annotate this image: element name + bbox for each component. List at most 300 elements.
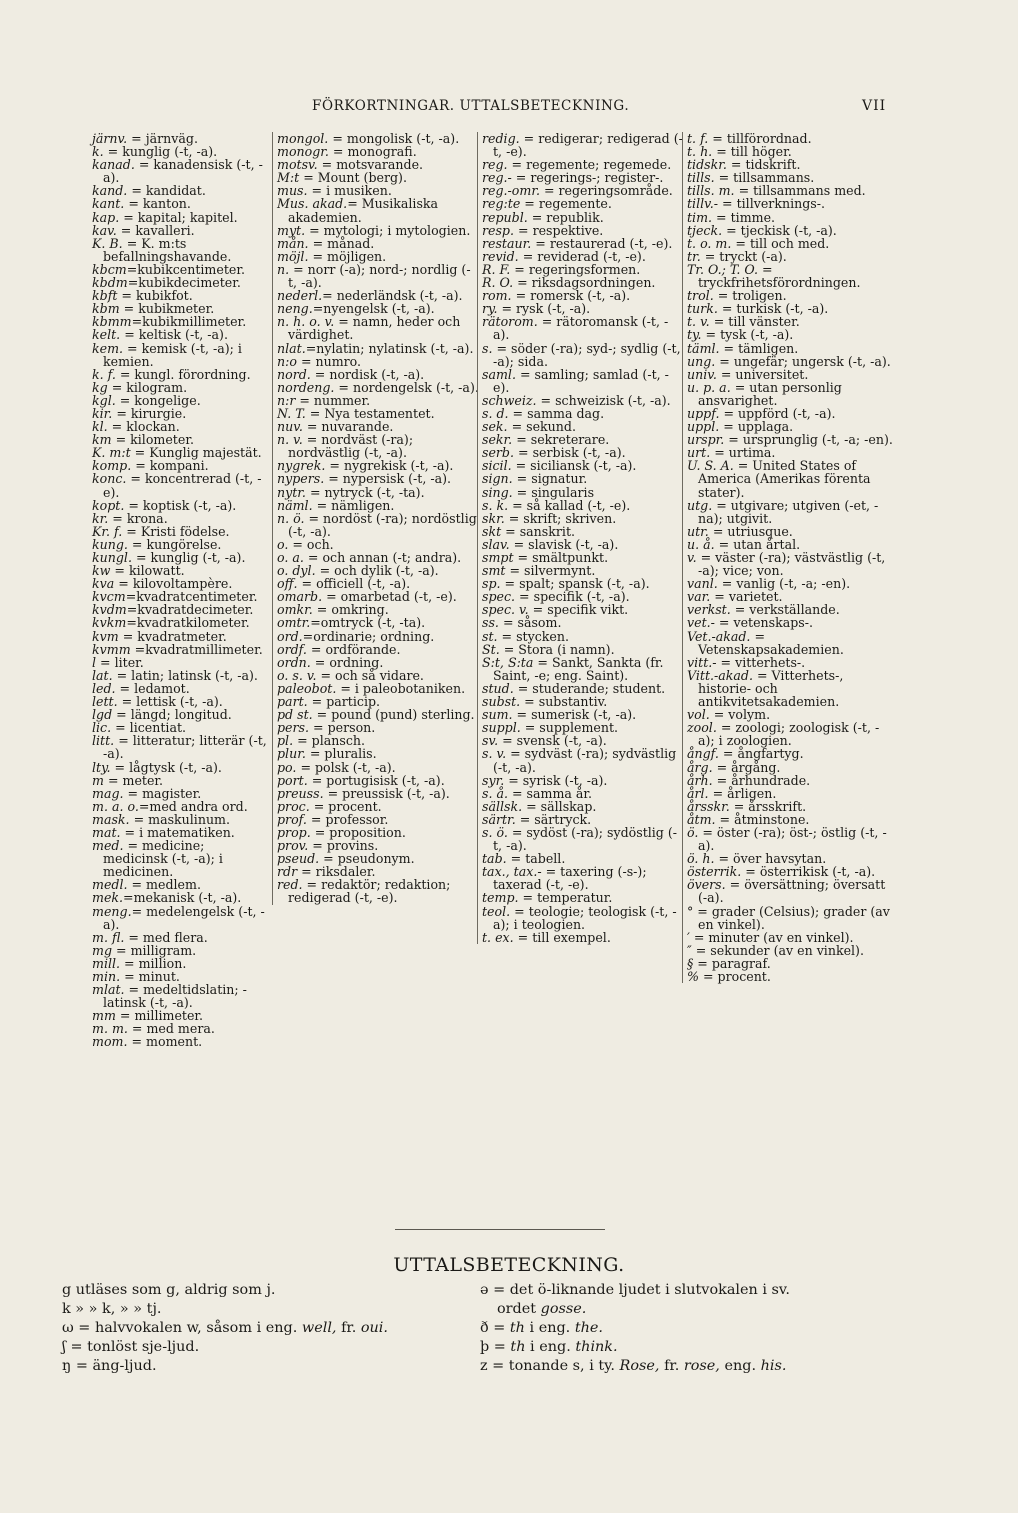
abbreviation-entry bbox=[92, 1035, 270, 1048]
abbreviation-term: pseud. bbox=[277, 851, 320, 867]
abbreviation-term: restaur. bbox=[482, 235, 532, 251]
abbreviation-term: vet.- bbox=[687, 615, 715, 631]
abbreviation-definition: =mekanisk (-t, -a). bbox=[123, 890, 242, 906]
abbreviation-term: sicil. bbox=[482, 458, 512, 474]
abbreviation-term: mongol. bbox=[277, 131, 329, 146]
abbreviation-definition: = tillförordnad. bbox=[708, 131, 812, 146]
abbreviation-definition: = samma år. bbox=[507, 785, 593, 801]
pronunciation-line bbox=[62, 1338, 472, 1357]
pronunciation-line bbox=[62, 1357, 472, 1376]
abbreviation-definition: = kilogram. bbox=[107, 379, 188, 395]
abbreviation-definition: = siciliansk (-t, -a). bbox=[511, 458, 637, 474]
abbreviation-entry bbox=[482, 342, 684, 368]
abbreviation-term: m. a. o. bbox=[92, 798, 139, 814]
abbreviation-term: stud. bbox=[482, 680, 514, 696]
abbreviation-term: kvmm bbox=[92, 641, 131, 657]
abbreviation-definition: = Mount (berg). bbox=[299, 170, 407, 186]
abbreviation-definition: = kavalleri. bbox=[116, 222, 195, 238]
abbreviation-term: ordf. bbox=[277, 641, 307, 657]
pronunciation-text: the. bbox=[574, 1320, 603, 1336]
abbreviation-term: n:r bbox=[277, 392, 296, 408]
abbreviation-definition: = tillsammans. bbox=[714, 170, 815, 186]
abbreviation-definition: = över havsytan. bbox=[714, 851, 827, 867]
abbreviation-term: nordeng. bbox=[277, 379, 335, 395]
abbreviation-definition: = kirurgie. bbox=[112, 405, 187, 421]
abbreviation-term: paleobot. bbox=[277, 680, 337, 696]
abbreviation-term: kem. bbox=[92, 340, 124, 356]
abbreviation-definition: = samling; samlad (-t, -e). bbox=[493, 366, 669, 395]
abbreviation-entry bbox=[687, 970, 893, 983]
abbreviation-term: sekr. bbox=[482, 432, 513, 448]
abbreviation-term: nygrek. bbox=[277, 458, 326, 474]
abbreviation-term: mom. bbox=[92, 1034, 128, 1050]
abbreviation-term: revid. bbox=[482, 248, 519, 264]
abbreviation-definition: = i musiken. bbox=[307, 183, 392, 199]
abbreviation-term: u. å. bbox=[687, 536, 715, 552]
abbreviation-term: U. S. A. bbox=[687, 458, 734, 474]
abbreviation-term: mån. bbox=[277, 235, 309, 251]
abbreviation-term: skt bbox=[482, 523, 502, 539]
abbreviation-definition: = redigerar; redigerad (-t, -e). bbox=[493, 131, 683, 160]
abbreviation-term: kg bbox=[92, 379, 108, 395]
pronunciation-text: i eng. bbox=[525, 1339, 576, 1355]
abbreviation-definition: = nordöst (-ra); nordöstlig (-t, -a). bbox=[288, 510, 477, 539]
abbreviation-term: kgl. bbox=[92, 392, 116, 408]
pronunciation-line bbox=[480, 1319, 900, 1338]
abbreviation-definition: = Vitterhets-, historie- och antikvitetsakademien. bbox=[698, 667, 844, 710]
abbreviation-term: km bbox=[92, 432, 112, 448]
abbreviation-definition: = månad. bbox=[308, 235, 375, 251]
abbreviation-term: lgd bbox=[92, 707, 113, 723]
abbreviation-definition: = serbisk (-t, -a). bbox=[514, 445, 626, 461]
abbreviation-term: vanl. bbox=[687, 576, 718, 592]
abbreviation-entry bbox=[482, 905, 684, 931]
abbreviation-term: ångf. bbox=[687, 746, 719, 762]
abbreviation-definition: = kilometer. bbox=[111, 432, 194, 448]
abbreviation-definition: = kapital; kapitel. bbox=[119, 209, 238, 225]
abbreviation-definition: = kunglig (-t, -a). bbox=[103, 144, 218, 160]
abbreviation-entry bbox=[687, 905, 893, 931]
abbreviation-definition: = million. bbox=[120, 955, 187, 971]
abbreviation-definition: = pluralis. bbox=[305, 746, 377, 762]
abbreviation-entry bbox=[482, 747, 684, 773]
abbreviation-term: reg:te bbox=[482, 196, 521, 212]
abbreviation-definition: = tjeckisk (-t, -a). bbox=[722, 222, 837, 238]
abbreviation-term: verkst. bbox=[687, 602, 731, 618]
abbreviation-term: n. v. bbox=[277, 432, 303, 448]
abbreviation-term: litt. bbox=[92, 733, 115, 749]
abbreviation-term: s. å. bbox=[482, 785, 508, 801]
abbreviation-term: syr. bbox=[482, 772, 505, 788]
abbreviation-definition: = krona. bbox=[108, 510, 168, 526]
abbreviation-term: s. k. bbox=[482, 497, 509, 513]
abbreviation-definition: = kungörelse. bbox=[127, 536, 222, 552]
abbreviation-term: var. bbox=[687, 589, 711, 605]
abbreviation-definition: = specifik (-t, -a). bbox=[515, 589, 630, 605]
abbreviation-term: medl. bbox=[92, 877, 128, 893]
abbreviation-term: pers. bbox=[277, 720, 310, 736]
abbreviation-definition: = nypersisk (-t, -a). bbox=[324, 471, 452, 487]
abbreviation-definition: = temperatur. bbox=[518, 890, 613, 906]
pronunciation-text: ω = halvvokalen w, såsom i eng. bbox=[62, 1320, 302, 1336]
abbreviation-term: min. bbox=[92, 969, 121, 984]
abbreviation-definition: = Vetenskapsakademien. bbox=[698, 628, 844, 657]
abbreviation-definition: = vetenskaps-. bbox=[714, 615, 814, 631]
abbreviation-definition: = officiell (-t, -a). bbox=[297, 576, 411, 592]
abbreviation-term: t. ex. bbox=[482, 929, 514, 945]
abbreviation-definition: = åtminstone. bbox=[715, 811, 810, 827]
abbreviation-term: myt. bbox=[277, 222, 306, 238]
abbreviation-term: lty. bbox=[92, 759, 111, 775]
abbreviation-term: smt bbox=[482, 563, 506, 579]
abbreviation-definition: =kubikcentimeter. bbox=[126, 261, 245, 277]
pronunciation-heading: UTTALSBETECKNING. bbox=[393, 1254, 625, 1276]
abbreviation-term: k. bbox=[92, 144, 104, 160]
abbreviation-entry bbox=[277, 512, 479, 538]
abbreviation-term: ung. bbox=[687, 353, 716, 369]
abbreviation-term: led. bbox=[92, 680, 116, 696]
abbreviation-term: s. v. bbox=[482, 746, 507, 762]
abbreviation-definition: = nummer. bbox=[295, 392, 371, 408]
abbreviation-definition: = lågtysk (-t, -a). bbox=[110, 759, 222, 775]
abbreviation-term: ″ bbox=[687, 942, 692, 958]
abbreviation-entry bbox=[687, 551, 893, 577]
abbreviation-term: R. O. bbox=[482, 275, 514, 291]
abbreviation-definition: = väster (-ra); västvästlig (-t, -a); vice; von. bbox=[696, 550, 886, 579]
abbreviation-term: sign. bbox=[482, 471, 513, 487]
abbreviation-definition: = ordförande. bbox=[306, 641, 401, 657]
abbreviation-definition: = såsom. bbox=[498, 615, 562, 631]
abbreviation-definition: = proposition. bbox=[310, 824, 406, 840]
abbreviation-term: mm bbox=[92, 1008, 116, 1024]
abbreviation-term: K. m:t bbox=[92, 445, 131, 461]
pronunciation-text: ordet bbox=[497, 1301, 541, 1317]
abbreviation-definition: = koptisk (-t, -a). bbox=[124, 497, 237, 513]
abbreviation-definition: = monografi. bbox=[328, 144, 417, 160]
abbreviation-definition: = årsskrift. bbox=[729, 798, 807, 814]
abbreviation-definition: = riksdaler. bbox=[297, 864, 376, 880]
abbreviation-definition: = medicine; medicinsk (-t, -a); i medicinen. bbox=[103, 838, 223, 880]
abbreviation-term: zool. bbox=[687, 720, 717, 736]
abbreviation-definition: = republik. bbox=[527, 209, 604, 225]
abbreviation-definition: = varietet. bbox=[710, 589, 783, 605]
abbreviation-term: kbft bbox=[92, 288, 118, 304]
abbreviation-term: rätorom. bbox=[482, 314, 538, 330]
abbreviation-definition: = pseudonym. bbox=[319, 851, 415, 867]
abbreviation-term: subst. bbox=[482, 694, 521, 710]
abbreviation-term: övers. bbox=[687, 877, 726, 893]
abbreviation-definition: = timme. bbox=[712, 209, 776, 225]
abbreviation-definition: = och annan (-t; andra). bbox=[303, 550, 462, 565]
abbreviation-term: nypers. bbox=[277, 471, 325, 487]
abbreviation-term: red. bbox=[277, 877, 303, 893]
abbreviation-term: Mus. akad. bbox=[277, 196, 348, 212]
abbreviation-entry bbox=[277, 197, 479, 223]
abbreviation-term: omarb. bbox=[277, 589, 323, 605]
abbreviation-term: kl. bbox=[92, 419, 108, 435]
abbreviation-term: österrik. bbox=[687, 864, 742, 880]
abbreviation-term: spec. v. bbox=[482, 602, 529, 618]
abbreviation-term: sum. bbox=[482, 707, 513, 723]
abbreviation-term: tills. bbox=[687, 170, 715, 186]
abbreviation-definition: = plansch. bbox=[293, 733, 365, 749]
abbreviation-term: årh. bbox=[687, 772, 713, 788]
abbreviation-term: t. o. m. bbox=[687, 235, 732, 251]
abbreviation-term: plur. bbox=[277, 746, 306, 762]
abbreviation-term: ty. bbox=[687, 327, 702, 343]
abbreviation-definition: = licentiat. bbox=[111, 720, 187, 736]
abbreviation-term: saml. bbox=[482, 366, 516, 382]
abbreviation-term: sing. bbox=[482, 484, 513, 500]
abbreviation-definition: = regemente. bbox=[520, 196, 612, 212]
abbreviation-definition: = studerande; student. bbox=[513, 680, 666, 696]
abbreviation-entry bbox=[92, 342, 270, 368]
pronunciation-text: his. bbox=[760, 1358, 787, 1374]
abbreviation-definition: = namn, heder och värdighet. bbox=[288, 314, 461, 343]
abbreviation-term: omtr. bbox=[277, 615, 311, 631]
abbreviation-definition: = kilovoltampère. bbox=[114, 576, 233, 592]
abbreviation-term: kung. bbox=[92, 536, 128, 552]
abbreviation-definition: = kanadensisk (-t, -a). bbox=[103, 157, 263, 186]
abbreviation-term: mek. bbox=[92, 890, 124, 906]
abbreviation-term: n. ö. bbox=[277, 510, 305, 526]
abbreviation-definition: = supplement. bbox=[520, 720, 619, 736]
abbreviation-term: republ. bbox=[482, 209, 528, 225]
abbreviation-definition: =omtryck (-t, -ta). bbox=[310, 615, 426, 631]
pronunciation-text: think. bbox=[575, 1339, 618, 1355]
abbreviation-term: mill. bbox=[92, 955, 121, 971]
abbreviation-term: resp. bbox=[482, 222, 515, 238]
abbreviation-definition: = ledamot. bbox=[115, 680, 190, 696]
abbreviation-entry bbox=[687, 721, 893, 747]
abbreviation-definition: = nämligen. bbox=[312, 497, 395, 513]
abbreviation-term: kvdm bbox=[92, 602, 127, 618]
abbreviation-definition: = sumerisk (-t, -a). bbox=[512, 707, 637, 723]
abbreviation-term: R. F. bbox=[482, 261, 511, 277]
abbreviation-definition: = kubikmeter. bbox=[119, 301, 215, 317]
abbreviation-definition: = kvadratmeter. bbox=[118, 628, 227, 644]
abbreviation-term: tim. bbox=[687, 209, 713, 225]
abbreviation-term: reg. bbox=[482, 157, 508, 173]
pronunciation-list-left bbox=[62, 1281, 472, 1376]
abbreviation-term: kir. bbox=[92, 405, 113, 421]
abbreviation-term: kvcm bbox=[92, 589, 126, 605]
abbreviation-definition: = substantiv. bbox=[520, 694, 608, 710]
abbreviation-term: t. v. bbox=[687, 314, 710, 330]
abbreviation-definition: = kanton. bbox=[124, 196, 191, 212]
abbreviation-definition: = specifik vikt. bbox=[528, 602, 629, 618]
abbreviation-definition: = kungl. förordning. bbox=[115, 366, 251, 382]
abbreviation-term: sällsk. bbox=[482, 798, 523, 814]
abbreviation-definition: = zoologi; zoologisk (-t, -a); i zoologien. bbox=[698, 720, 880, 749]
abbreviation-definition: = turkisk (-t, -a). bbox=[717, 301, 829, 317]
abbreviation-definition: = med flera. bbox=[124, 929, 208, 945]
abbreviation-definition: = kunglig (-t, -a). bbox=[131, 550, 246, 565]
abbreviation-definition: = millimeter. bbox=[115, 1008, 204, 1024]
abbreviation-definition: = kubikfot. bbox=[117, 288, 193, 304]
pronunciation-text: ʃ = tonlöst sje-ljud. bbox=[62, 1339, 200, 1355]
abbreviation-term: sv. bbox=[482, 733, 499, 749]
pronunciation-text: Rose, bbox=[619, 1358, 660, 1374]
abbreviation-definition: = professor. bbox=[306, 811, 389, 827]
abbreviation-term: uppf. bbox=[687, 405, 720, 421]
abbreviation-term: % bbox=[687, 969, 699, 984]
abbreviation-definition: = i matematiken. bbox=[120, 824, 235, 840]
abbreviation-definition: = järnväg. bbox=[127, 131, 198, 146]
abbreviation-definition: = ordning. bbox=[310, 654, 384, 670]
abbreviation-definition: = minut. bbox=[120, 969, 180, 984]
abbreviation-entry bbox=[482, 368, 684, 394]
abbreviation-term: slav. bbox=[482, 536, 510, 552]
abbreviation-term: St. bbox=[482, 641, 500, 657]
abbreviation-term: po. bbox=[277, 759, 297, 775]
abbreviation-entry bbox=[687, 826, 893, 852]
abbreviation-term: ö. h. bbox=[687, 851, 715, 867]
abbreviation-term: motsv. bbox=[277, 157, 318, 173]
abbreviation-definition: = meter. bbox=[103, 772, 164, 788]
abbreviation-entry bbox=[687, 263, 893, 289]
abbreviation-entry bbox=[687, 381, 893, 407]
pronunciation-line bbox=[480, 1357, 900, 1376]
abbreviation-definition: = tillsammans med. bbox=[734, 183, 866, 199]
abbreviation-term: årg. bbox=[687, 759, 713, 775]
abbreviation-column-2 bbox=[272, 132, 479, 905]
pronunciation-line bbox=[62, 1300, 472, 1319]
abbreviation-term: redig. bbox=[482, 131, 520, 146]
abbreviation-definition: = utgivare; utgiven (-et, -na); utgivit. bbox=[698, 497, 879, 526]
abbreviation-definition: = minuter (av en vinkel). bbox=[689, 929, 854, 945]
abbreviation-entry bbox=[277, 315, 479, 341]
abbreviation-entry bbox=[92, 472, 270, 498]
abbreviation-definition: = till vänster. bbox=[709, 314, 800, 330]
abbreviation-definition: = regerings-; register-. bbox=[511, 170, 664, 186]
abbreviation-term: univ. bbox=[687, 366, 717, 382]
abbreviation-term: ry. bbox=[482, 301, 498, 317]
abbreviation-term: lat. bbox=[92, 667, 113, 683]
abbreviation-term: suppl. bbox=[482, 720, 521, 736]
abbreviation-definition: =kvadratcentimeter. bbox=[125, 589, 258, 605]
abbreviation-entry bbox=[482, 132, 684, 158]
abbreviation-definition: = århundrade. bbox=[712, 772, 811, 788]
abbreviation-term: tillv.- bbox=[687, 196, 719, 212]
abbreviation-term: v. bbox=[687, 550, 697, 565]
abbreviation-definition: = paragraf. bbox=[693, 955, 771, 971]
pronunciation-text: rose, bbox=[683, 1358, 720, 1374]
abbreviation-definition: = singularis bbox=[512, 484, 595, 500]
abbreviation-definition: = nordengelsk (-t, -a). bbox=[334, 379, 479, 395]
abbreviation-term: N. T. bbox=[277, 405, 306, 421]
abbreviation-term: mat. bbox=[92, 824, 121, 840]
abbreviation-definition: = sekreterare. bbox=[512, 432, 610, 448]
abbreviation-definition: = svensk (-t, -a). bbox=[498, 733, 607, 749]
abbreviation-term: serb. bbox=[482, 445, 515, 461]
abbreviation-entry bbox=[277, 878, 479, 904]
abbreviation-entry bbox=[92, 983, 270, 1009]
abbreviation-definition: = kemisk (-t, -a); i kemien. bbox=[103, 340, 242, 369]
abbreviation-term: trol. bbox=[687, 288, 714, 304]
abbreviation-definition: = universitet. bbox=[716, 366, 809, 382]
abbreviation-term: n. bbox=[277, 261, 290, 277]
abbreviation-definition: = regeringsområde. bbox=[539, 183, 673, 199]
abbreviation-term: smpt bbox=[482, 550, 514, 565]
pronunciation-text: eng. bbox=[719, 1358, 761, 1374]
running-header bbox=[0, 98, 1018, 120]
abbreviation-term: monogr. bbox=[277, 144, 329, 160]
pronunciation-text: oui. bbox=[360, 1320, 388, 1336]
abbreviation-term: kand. bbox=[92, 183, 128, 199]
abbreviation-entry bbox=[687, 459, 893, 498]
abbreviation-term: m bbox=[92, 772, 104, 788]
abbreviation-term: urspr. bbox=[687, 432, 725, 448]
abbreviation-definition: = restaurerad (-t, -e). bbox=[531, 235, 673, 251]
abbreviation-definition: = kilowatt. bbox=[110, 563, 185, 579]
abbreviation-definition: = och så vidare. bbox=[316, 667, 424, 683]
abbreviation-term: tab. bbox=[482, 851, 507, 867]
abbreviation-definition: = ångfartyg. bbox=[718, 746, 804, 762]
abbreviation-definition: =kubikdecimeter. bbox=[127, 275, 241, 291]
abbreviation-definition: = sekunder (av en vinkel). bbox=[691, 942, 864, 958]
pronunciation-line bbox=[480, 1281, 900, 1300]
abbreviation-term: off. bbox=[277, 576, 298, 592]
abbreviation-term: kva bbox=[92, 576, 115, 592]
abbreviation-definition: = öster (-ra); öst-; östlig (-t, -a). bbox=[698, 824, 887, 854]
abbreviation-term: nuv. bbox=[277, 419, 303, 435]
abbreviation-term: t. h. bbox=[687, 144, 713, 160]
abbreviation-definition: = vanlig (-t, -a; -en). bbox=[717, 576, 851, 592]
abbreviation-term: rdr bbox=[277, 864, 298, 880]
abbreviation-definition: = troligen. bbox=[713, 288, 787, 304]
abbreviation-definition: = procent. bbox=[698, 969, 771, 984]
abbreviation-definition: = volym. bbox=[709, 707, 771, 723]
abbreviation-entry bbox=[92, 237, 270, 263]
abbreviation-definition: = nygrekisk (-t, -a). bbox=[325, 458, 454, 474]
abbreviation-term: särtr. bbox=[482, 811, 516, 827]
abbreviation-definition: = utan personlig ansvarighet. bbox=[698, 379, 842, 408]
abbreviation-term: reg.- bbox=[482, 170, 512, 186]
abbreviation-term: u. p. a. bbox=[687, 379, 731, 395]
abbreviation-definition: = tabell. bbox=[506, 851, 566, 867]
abbreviation-definition: = nuvarande. bbox=[302, 419, 394, 435]
pronunciation-text: z = tonande s, i ty. bbox=[480, 1358, 620, 1374]
abbreviation-term: nord. bbox=[277, 366, 311, 382]
abbreviation-column-3 bbox=[477, 132, 684, 944]
abbreviation-definition: = med mera. bbox=[127, 1021, 215, 1037]
abbreviation-definition: = liter. bbox=[96, 654, 144, 670]
abbreviation-definition: = smältpunkt. bbox=[513, 550, 609, 565]
abbreviation-term: o. bbox=[277, 536, 289, 552]
abbreviation-definition: = klockan. bbox=[107, 419, 180, 435]
abbreviation-term: näml. bbox=[277, 497, 313, 513]
abbreviation-definition: = skrift; skriven. bbox=[504, 510, 617, 526]
abbreviation-definition: = syrisk (-t, -a). bbox=[504, 772, 608, 788]
abbreviation-definition: = ursprunglig (-t, -a; -en). bbox=[724, 432, 893, 448]
abbreviation-definition: = sanskrit. bbox=[501, 523, 576, 539]
pronunciation-line bbox=[480, 1300, 900, 1319]
abbreviation-definition: = rätoromansk (-t, -a). bbox=[493, 314, 669, 343]
abbreviation-definition: = längd; longitud. bbox=[112, 707, 232, 723]
abbreviation-term: uppl. bbox=[687, 419, 720, 435]
abbreviation-term: port. bbox=[277, 772, 308, 788]
abbreviation-definition: = omkring. bbox=[312, 602, 389, 618]
abbreviation-term: Vitt.-akad. bbox=[687, 667, 753, 683]
pronunciation-text: fr. bbox=[336, 1320, 361, 1336]
abbreviation-term: med. bbox=[92, 838, 124, 854]
abbreviation-definition: = lettisk (-t, -a). bbox=[117, 694, 223, 710]
abbreviation-term: järnv. bbox=[92, 131, 128, 146]
abbreviation-term: möjl. bbox=[277, 248, 309, 264]
abbreviation-definition: = översättning; översatt (-a). bbox=[698, 877, 886, 906]
abbreviation-definition: =nylatin; nylatinsk (-t, -a). bbox=[305, 340, 474, 356]
